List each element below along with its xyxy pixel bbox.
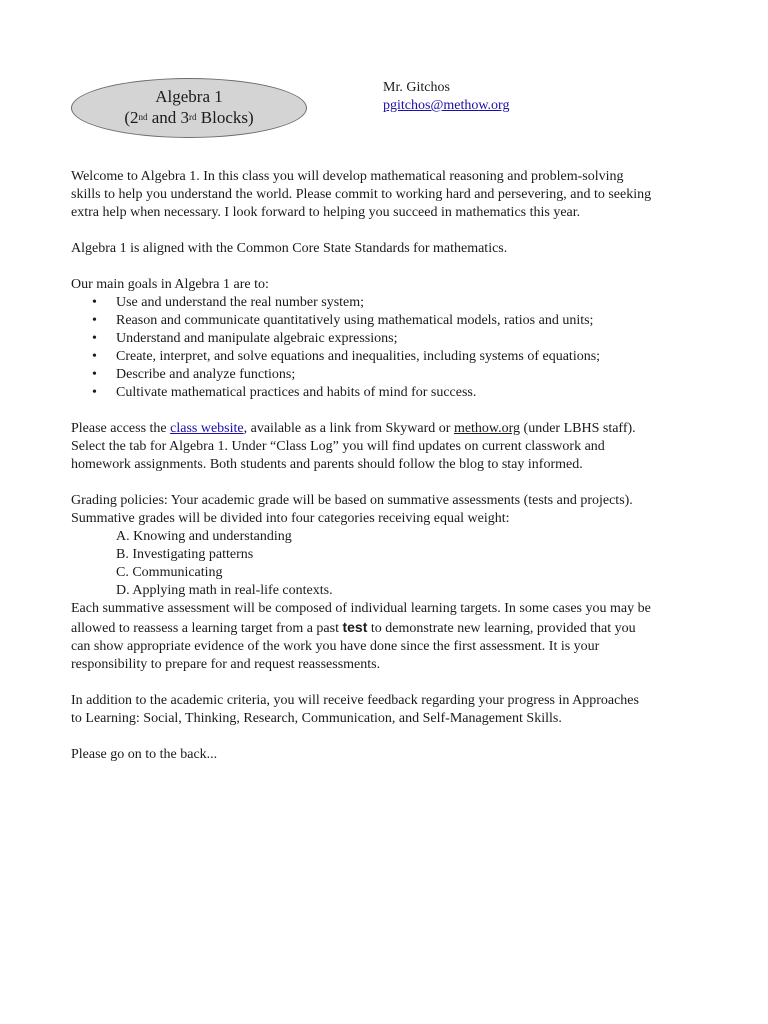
bullet-icon: • (92, 349, 97, 364)
reassess-line: can show appropriate evidence of the work you have done since the first assessment. It is your (71, 639, 600, 654)
letter-body (71, 168, 711, 764)
bullet-icon: • (92, 385, 97, 400)
grading-category: A. Knowing and understanding (116, 529, 292, 544)
grading-line: Grading policies: Your academic grade will be based on summative assessments (tests and projects). (71, 493, 633, 508)
teacher-contact (383, 79, 509, 115)
goal-item: • Understand and manipulate algebraic expressions; (92, 331, 398, 346)
grading-category: D. Applying math in real-life contexts. (116, 583, 333, 598)
goal-item: • Use and understand the real number system; (92, 295, 365, 310)
goals-heading: Our main goals in Algebra 1 are to: (71, 277, 269, 292)
test-bold: test (342, 619, 368, 635)
approaches-line: to Learning: Social, Thinking, Research, Communication, and Self-Management Skills. (71, 711, 562, 726)
goal-item: • Reason and communicate quantitatively using mathematical models, ratios and units; (92, 313, 594, 328)
bullet-icon: • (92, 295, 97, 310)
methow-link[interactable]: methow.org (453, 421, 521, 436)
goals-list (71, 294, 711, 402)
reassess-line: responsibility to prepare for and request reassessments. (71, 657, 381, 672)
course-blocks: (2nd and 3rd Blocks) (124, 108, 254, 127)
reassess-line: Each summative assessment will be composed of individual learning targets. In some cases you may be (71, 601, 651, 616)
intro-line: Welcome to Algebra 1. In this class you will develop mathematical reasoning and problem-solving (71, 169, 624, 184)
closing-line: Please go on to the back... (71, 747, 218, 762)
teacher-email-link[interactable]: pgitchos@methow.org (383, 98, 510, 113)
intro-line: extra help when necessary. I look forward to helping you succeed in mathematics this year. (71, 205, 581, 220)
approaches-line: In addition to the academic criteria, you will receive feedback regarding your progress in Approaches (71, 693, 639, 708)
bullet-icon: • (92, 313, 97, 328)
course-title: Algebra 1 (155, 87, 223, 106)
grading-category: B. Investigating patterns (116, 547, 254, 562)
title-oval (71, 78, 307, 138)
grading-categories (71, 528, 711, 600)
standards-statement: Algebra 1 is aligned with the Common Core State Standards for mathematics. (71, 241, 508, 256)
goal-item: • Describe and analyze functions; (92, 367, 296, 382)
intro-line: skills to help you understand the world. Please commit to working hard and persevering, and to seeking (71, 187, 652, 202)
teacher-name: Mr. Gitchos (383, 80, 450, 95)
grading-line: Summative grades will be divided into four categories receiving equal weight: (71, 511, 510, 526)
class-website-link[interactable]: class website (170, 421, 244, 436)
website-line: Select the tab for Algebra 1. Under “Class Log” you will find updates on current classwork and (71, 439, 605, 454)
bullet-icon: • (92, 331, 97, 346)
goal-item: • Cultivate mathematical practices and habits of mind for success. (92, 385, 477, 400)
website-line: Please access the class website, available as a link from Skyward or methow.org (under LBHS staff). (71, 421, 636, 436)
reassess-line: allowed to reassess a learning target from a past test to demonstrate new learning, provided that you (71, 619, 636, 636)
goal-item: • Create, interpret, and solve equations and inequalities, including systems of equations; (92, 349, 601, 364)
website-line: homework assignments. Both students and parents should follow the blog to stay informed. (71, 457, 583, 472)
bullet-icon: • (92, 367, 97, 382)
grading-category: C. Communicating (116, 565, 223, 580)
